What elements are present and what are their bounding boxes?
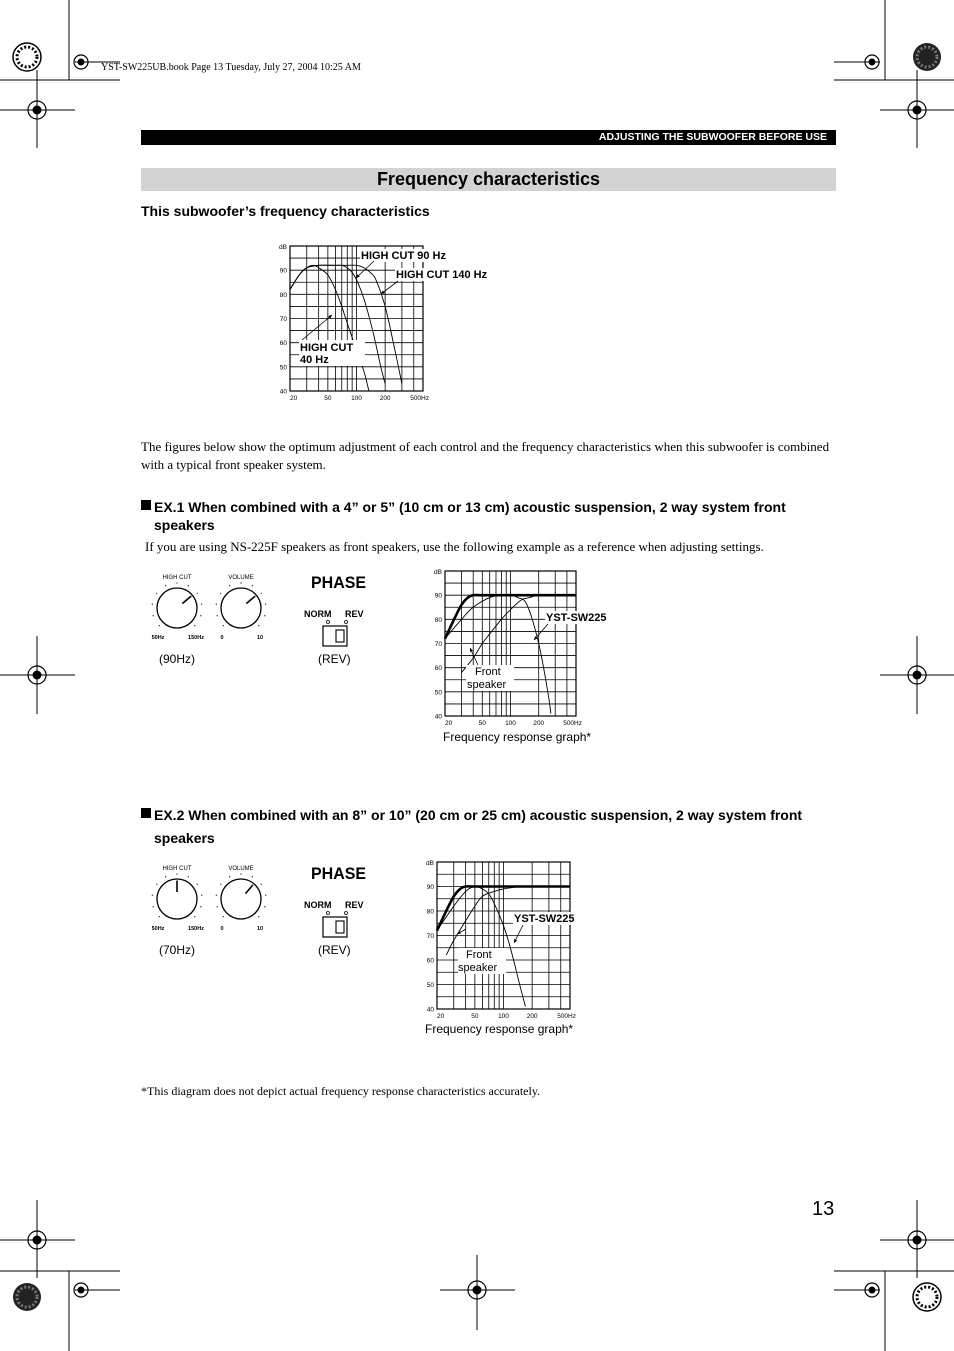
knob-tick	[165, 585, 166, 586]
ex1-note: If you are using NS-225F speakers as front speakers, use the following example as a reference when adjusting settings.	[145, 539, 764, 554]
phase-switch-knob	[336, 630, 344, 642]
knob-tick	[223, 625, 224, 626]
knob-tick	[265, 894, 266, 895]
y-tick-label: 50	[434, 689, 442, 697]
annotation-high-cut-140: HIGH CUT 140 Hz	[396, 269, 488, 281]
ex2-heading-line2: speakers	[154, 830, 215, 846]
y-tick-label: 70	[426, 933, 434, 940]
knob-tick	[194, 625, 195, 626]
series-line-yst-sw225	[445, 595, 551, 714]
knob-tick	[216, 894, 217, 895]
page-number: 13	[812, 1198, 835, 1220]
knob-tick	[264, 906, 265, 907]
knob-title: HIGH CUT	[162, 575, 192, 581]
x-tick-label: 200	[526, 1013, 538, 1020]
section-title: Frequency characteristics	[141, 168, 836, 191]
knob-tick	[188, 585, 189, 586]
sub-heading: This subwoofer’s frequency characteristics	[141, 203, 430, 219]
knob-tick	[229, 876, 230, 877]
knob-tick	[261, 884, 262, 885]
x-tick-label: 200	[379, 395, 391, 402]
knob-tick	[197, 884, 198, 885]
chart-grid	[290, 246, 423, 391]
chart-grid	[445, 571, 576, 716]
x-tick-label: 20	[437, 1013, 445, 1020]
annotation-yst-sw225: YST-SW225	[514, 913, 575, 925]
y-tick-label: 40	[434, 713, 442, 721]
knob-min-label: 50Hz	[151, 635, 165, 641]
ex1-heading	[141, 498, 836, 534]
running-header: ADJUSTING THE SUBWOOFER BEFORE USE	[141, 130, 836, 145]
x-tick-label: 50	[471, 1013, 479, 1020]
ex1-graph-caption: Frequency response graph*	[443, 730, 592, 744]
knob	[152, 575, 205, 641]
knob-tick	[258, 916, 259, 917]
norm-indicator-icon	[327, 912, 330, 915]
knob	[216, 866, 267, 932]
square-bullet-icon	[141, 500, 151, 510]
rev-indicator-icon	[345, 912, 348, 915]
ex2-graph-caption: Frequency response graph*	[425, 1022, 574, 1036]
knob-tick	[200, 615, 201, 616]
ex2-heading-line1: EX.2 When combined with an 8” or 10” (20 cm or 25 cm) acoustic suspension, 2 way system front	[154, 807, 803, 823]
intro-paragraph: The figures below show the optimum adjustment of each control and the frequency characteristics when this subwoofer is combined with a typical front speaker system.	[141, 439, 830, 472]
knob-tick	[216, 603, 217, 604]
x-tick-label: 20	[445, 720, 453, 727]
knob-max-label: 10	[256, 926, 264, 932]
ex2-frequency-chart	[420, 853, 620, 1021]
norm-indicator-icon	[327, 621, 330, 624]
y-tick-label: 80	[279, 291, 287, 299]
knob-tick	[152, 894, 153, 895]
ex1-phase-switch	[300, 570, 380, 650]
rev-label: REV	[345, 609, 364, 619]
knob-tick	[188, 876, 189, 877]
knob-tick	[194, 916, 195, 917]
knob-dial-icon	[221, 588, 261, 628]
knob	[216, 575, 267, 641]
x-tick-label: 100	[498, 1013, 509, 1020]
knob-max-label: 150Hz	[188, 635, 204, 641]
ex1-high-cut-value: (90Hz)	[159, 652, 196, 666]
knob-tick	[176, 873, 177, 874]
x-tick-label: 500Hz	[557, 1013, 576, 1020]
knob-max-label: 10	[256, 635, 264, 641]
knob-dial-icon	[221, 879, 261, 919]
knob-tick	[252, 876, 253, 877]
x-tick-label: 50	[478, 720, 486, 727]
knob-title: VOLUME	[228, 575, 254, 581]
knob-tick	[159, 916, 160, 917]
knob-tick	[153, 906, 154, 907]
phase-title: PHASE	[311, 573, 367, 592]
knob-tick	[220, 593, 221, 594]
ex2-phase-value: (REV)	[318, 943, 351, 957]
y-tick-label: 60	[434, 665, 442, 673]
knob-tick	[176, 582, 177, 583]
subwoofer-frequency-chart	[270, 238, 520, 408]
x-tick-label: 500Hz	[563, 720, 582, 727]
y-tick-label: 60	[426, 957, 434, 965]
file-stamp: YST-SW225UB.book Page 13 Tuesday, July 27, 2004 10:25 AM	[101, 62, 361, 73]
knob-min-label: 0	[220, 926, 224, 932]
annotation-line: Front	[475, 666, 501, 678]
knob-tick	[252, 585, 253, 586]
ex1-phase-value: (REV)	[318, 652, 351, 666]
knob-tick	[201, 603, 202, 604]
annotation-line: Front	[466, 949, 492, 961]
norm-label: NORM	[304, 609, 332, 619]
footnote: *This diagram does not depict actual frequency response characteristics accurately.	[141, 1084, 541, 1098]
knob-tick	[156, 884, 157, 885]
knob-tick	[240, 873, 241, 874]
knob-tick	[258, 625, 259, 626]
knob-min-label: 50Hz	[151, 926, 165, 932]
annotation-line: 40 Hz	[300, 354, 329, 366]
x-tick-label: 500Hz	[410, 395, 429, 402]
y-tick-label: 50	[279, 364, 287, 372]
y-tick-label: 80	[434, 616, 442, 624]
y-tick-label: 40	[279, 388, 287, 396]
annotation-yst-sw225: YST-SW225	[546, 612, 607, 624]
knob-tick	[152, 603, 153, 604]
x-tick-label: 200	[533, 720, 545, 727]
knob-tick	[217, 615, 218, 616]
ex2-high-cut-value: (70Hz)	[159, 943, 196, 957]
knob-tick	[240, 582, 241, 583]
y-tick-label: 90	[426, 884, 434, 891]
y-tick-label: 90	[279, 267, 287, 275]
ex2-phase-switch	[300, 861, 380, 941]
knob-tick	[201, 894, 202, 895]
knob-max-label: 150Hz	[188, 926, 204, 932]
y-tick-label: 70	[434, 641, 442, 648]
y-tick-label: 90	[434, 592, 442, 600]
knob-tick	[197, 593, 198, 594]
x-tick-label: 100	[351, 395, 362, 402]
leader-line	[356, 261, 374, 278]
y-tick-label: 80	[426, 908, 434, 916]
series-line-front-speaker	[462, 595, 576, 673]
ex1-frequency-chart	[428, 562, 628, 730]
y-axis-label: dB	[434, 569, 442, 576]
y-axis-label: dB	[426, 860, 434, 867]
ex2-heading	[141, 804, 836, 850]
knob-title: HIGH CUT	[162, 866, 192, 872]
knob-min-label: 0	[220, 635, 224, 641]
knob-title: VOLUME	[228, 866, 254, 872]
knob-tick	[220, 884, 221, 885]
series-line-high-cut-40-hz	[290, 265, 369, 391]
ex1-control-knobs	[145, 568, 275, 642]
rev-label: REV	[345, 900, 364, 910]
ex2-control-knobs	[145, 859, 275, 933]
knob-tick	[156, 593, 157, 594]
norm-label: NORM	[304, 900, 332, 910]
x-tick-label: 100	[505, 720, 516, 727]
annotation-line: speaker	[467, 679, 507, 691]
annotation-line: speaker	[458, 962, 498, 974]
knob-dial-icon	[157, 588, 197, 628]
square-bullet-icon	[141, 808, 151, 818]
knob-tick	[229, 585, 230, 586]
knob-tick	[153, 615, 154, 616]
y-tick-label: 50	[426, 982, 434, 989]
knob-tick	[261, 593, 262, 594]
rev-indicator-icon	[345, 621, 348, 624]
y-axis-label: dB	[279, 244, 287, 251]
knob-tick	[159, 625, 160, 626]
ex1-heading-text: EX.1 When combined with a 4” or 5” (10 cm or 13 cm) acoustic suspension, 2 way system front speakers	[154, 499, 786, 533]
y-tick-label: 40	[426, 1006, 434, 1014]
y-tick-label: 70	[279, 316, 287, 323]
y-tick-label: 60	[279, 340, 287, 348]
knob	[152, 866, 205, 932]
knob-tick	[200, 906, 201, 907]
knob-tick	[223, 916, 224, 917]
x-tick-label: 20	[290, 395, 298, 402]
x-tick-label: 50	[324, 395, 332, 402]
phase-title: PHASE	[311, 864, 367, 883]
knob-tick	[264, 615, 265, 616]
annotation-high-cut-90: HIGH CUT 90 Hz	[361, 250, 446, 262]
phase-switch-knob	[336, 921, 344, 933]
knob-tick	[217, 906, 218, 907]
annotation-line: HIGH CUT	[300, 342, 354, 354]
knob-tick	[265, 603, 266, 604]
knob-tick	[165, 876, 166, 877]
